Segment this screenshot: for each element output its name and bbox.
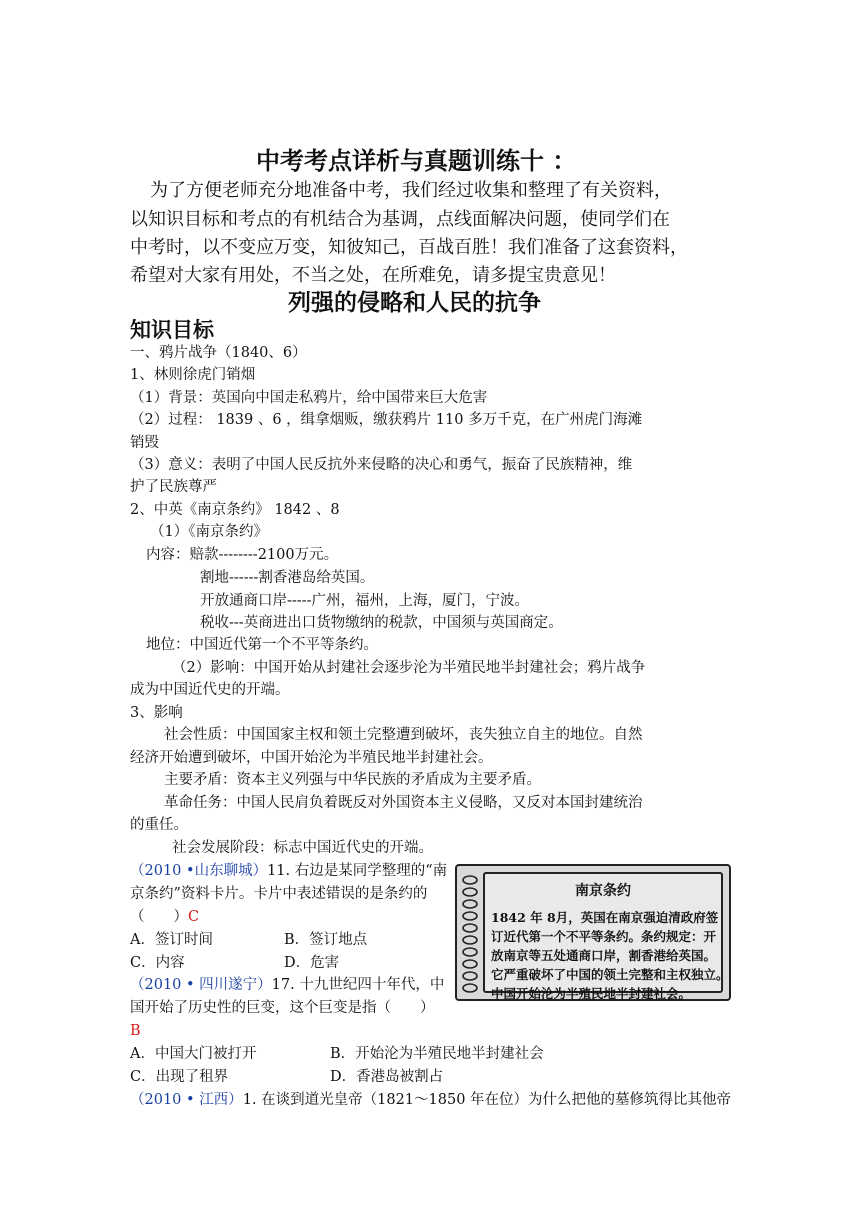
- option-c: C．出现了租界: [130, 1069, 229, 1085]
- body-line: （1）背景：英国向中国走私鸦片，给中国带来巨大危害: [130, 390, 488, 406]
- card-title: 南京条约: [575, 883, 631, 899]
- body-line: 开放通商口岸-----广州，福州，上海，厦门，宁波。: [200, 593, 529, 609]
- section-heading: 知识目标: [130, 318, 214, 342]
- question-1-line-3: [130, 906, 199, 928]
- answer-paren: （ ）: [130, 909, 188, 925]
- option-b: B．开始沦为半殖民地半封建社会: [330, 1046, 544, 1062]
- body-line: 割地------割香港岛给英国。: [200, 570, 375, 586]
- body-line: 销毁: [130, 435, 159, 451]
- treaty-info-card: [455, 864, 731, 1001]
- body-line: 地位：中国近代第一个不平等条约。: [146, 637, 378, 653]
- body-line: 成为中国近代史的开端。: [130, 682, 290, 698]
- body-line: 3、影响: [130, 705, 183, 721]
- card-line: 订近代第一个不平等条约。条约规定：开: [491, 929, 717, 944]
- question-text: 1. 在谈到道光皇帝（1821～1850 年在位）为什么把他的墓修筑得比其他帝: [242, 1092, 732, 1108]
- body-line: 护了民族尊严: [130, 479, 217, 495]
- body-line: 一、鸦片战争（1840、6）: [130, 345, 307, 361]
- question-text: 11. 右边是某同学整理的“南: [267, 863, 448, 879]
- card-line: 放南京等五处通商口岸，割香港给英国。: [491, 948, 717, 963]
- option-b: B．签订地点: [284, 932, 368, 948]
- body-line: 税收---英商进出口货物缴纳的税款，中国须与英国商定。: [200, 615, 563, 631]
- body-line: （1）《南京条约》: [150, 524, 268, 540]
- spiral-binding-icon: [461, 874, 479, 994]
- card-body: [491, 908, 729, 1003]
- body-line: 内容：赔款--------2100万元。: [146, 547, 339, 563]
- option-d: D．危害: [284, 955, 340, 971]
- body-line: （3）意义：表明了中国人民反抗外来侵略的决心和勇气，振奋了民族精神，维: [130, 457, 633, 473]
- card-line: 1842 年 8月，英国在南京强迫清政府签: [491, 910, 719, 925]
- answer-key: B: [130, 1023, 141, 1039]
- question-source: （2010 • 四川遂宁）: [130, 977, 272, 993]
- question-text: 17. 十九世纪四十年代，中: [271, 977, 445, 993]
- intro-line-3: 中考时，以不变应万变，知彼知己，百战百胜！我们准备了这套资料，: [130, 237, 688, 258]
- body-line: 经济开始遭到破坏，中国开始沦为半殖民地半封建社会。: [130, 750, 493, 766]
- question-1-line-2: 京条约”资料卡片。卡片中表述错误的是条约的: [130, 886, 428, 902]
- option-a: A．中国大门被打开: [130, 1046, 257, 1062]
- answer-key: C: [188, 909, 200, 925]
- question-source: （2010 •山东聊城）: [130, 863, 268, 879]
- option-d: D．香港岛被割占: [330, 1069, 444, 1085]
- body-line: 社会性质：中国国家主权和领土完整遭到破坏，丧失独立自主的地位。自然: [164, 727, 643, 743]
- body-line: 革命任务：中国人民肩负着既反对外国资本主义侵略，又反对本国封建统治: [164, 795, 643, 811]
- question-2-line-2: 国开始了历史性的巨变，这个巨变是指（ ）: [130, 1000, 435, 1016]
- page-title: 中考考点详析与真题训练十 ：: [256, 147, 577, 175]
- body-line: 主要矛盾：资本主义列强与中华民族的矛盾成为主要矛盾。: [164, 772, 541, 788]
- option-c: C．内容: [130, 955, 185, 971]
- question-source: （2010 • 江西）: [130, 1092, 243, 1108]
- card-paper: [483, 872, 729, 1001]
- question-2-line-1: [130, 974, 444, 996]
- body-line: 的重任。: [130, 817, 188, 833]
- option-a: A．签订时间: [130, 932, 213, 948]
- question-3-line-1: [130, 1089, 731, 1111]
- body-line: 2、中英《南京条约》 1842 、8: [130, 502, 340, 518]
- body-line: （2）过程： 1839 、6 ，缉拿烟贩，缴获鸦片 110 多万千克，在广州虎门海滩: [130, 412, 643, 428]
- card-line: 中国开始沦为半殖民地半封建社会。: [491, 986, 692, 1001]
- body-line: 社会发展阶段：标志中国近代史的开端。: [172, 840, 433, 856]
- intro-line-1: 为了方便老师充分地准备中考，我们经过收集和整理了有关资料，: [150, 180, 672, 201]
- body-line: （2）影响：中国开始从封建社会逐步沦为半殖民地半封建社会；鸦片战争: [172, 660, 646, 676]
- chapter-title: 列强的侵略和人民的抗争: [288, 290, 541, 316]
- body-line: 1、林则徐虎门销烟: [130, 367, 256, 383]
- question-1-line-1: [130, 860, 447, 882]
- intro-line-2: 以知识目标和考点的有机结合为基调，点线面解决问题，使同学们在: [130, 209, 670, 230]
- card-line: 它严重破坏了中国的领土完整和主权独立。: [491, 967, 729, 982]
- intro-line-4: 希望对大家有用处，不当之处，在所难免，请多提宝贵意见！: [130, 265, 616, 286]
